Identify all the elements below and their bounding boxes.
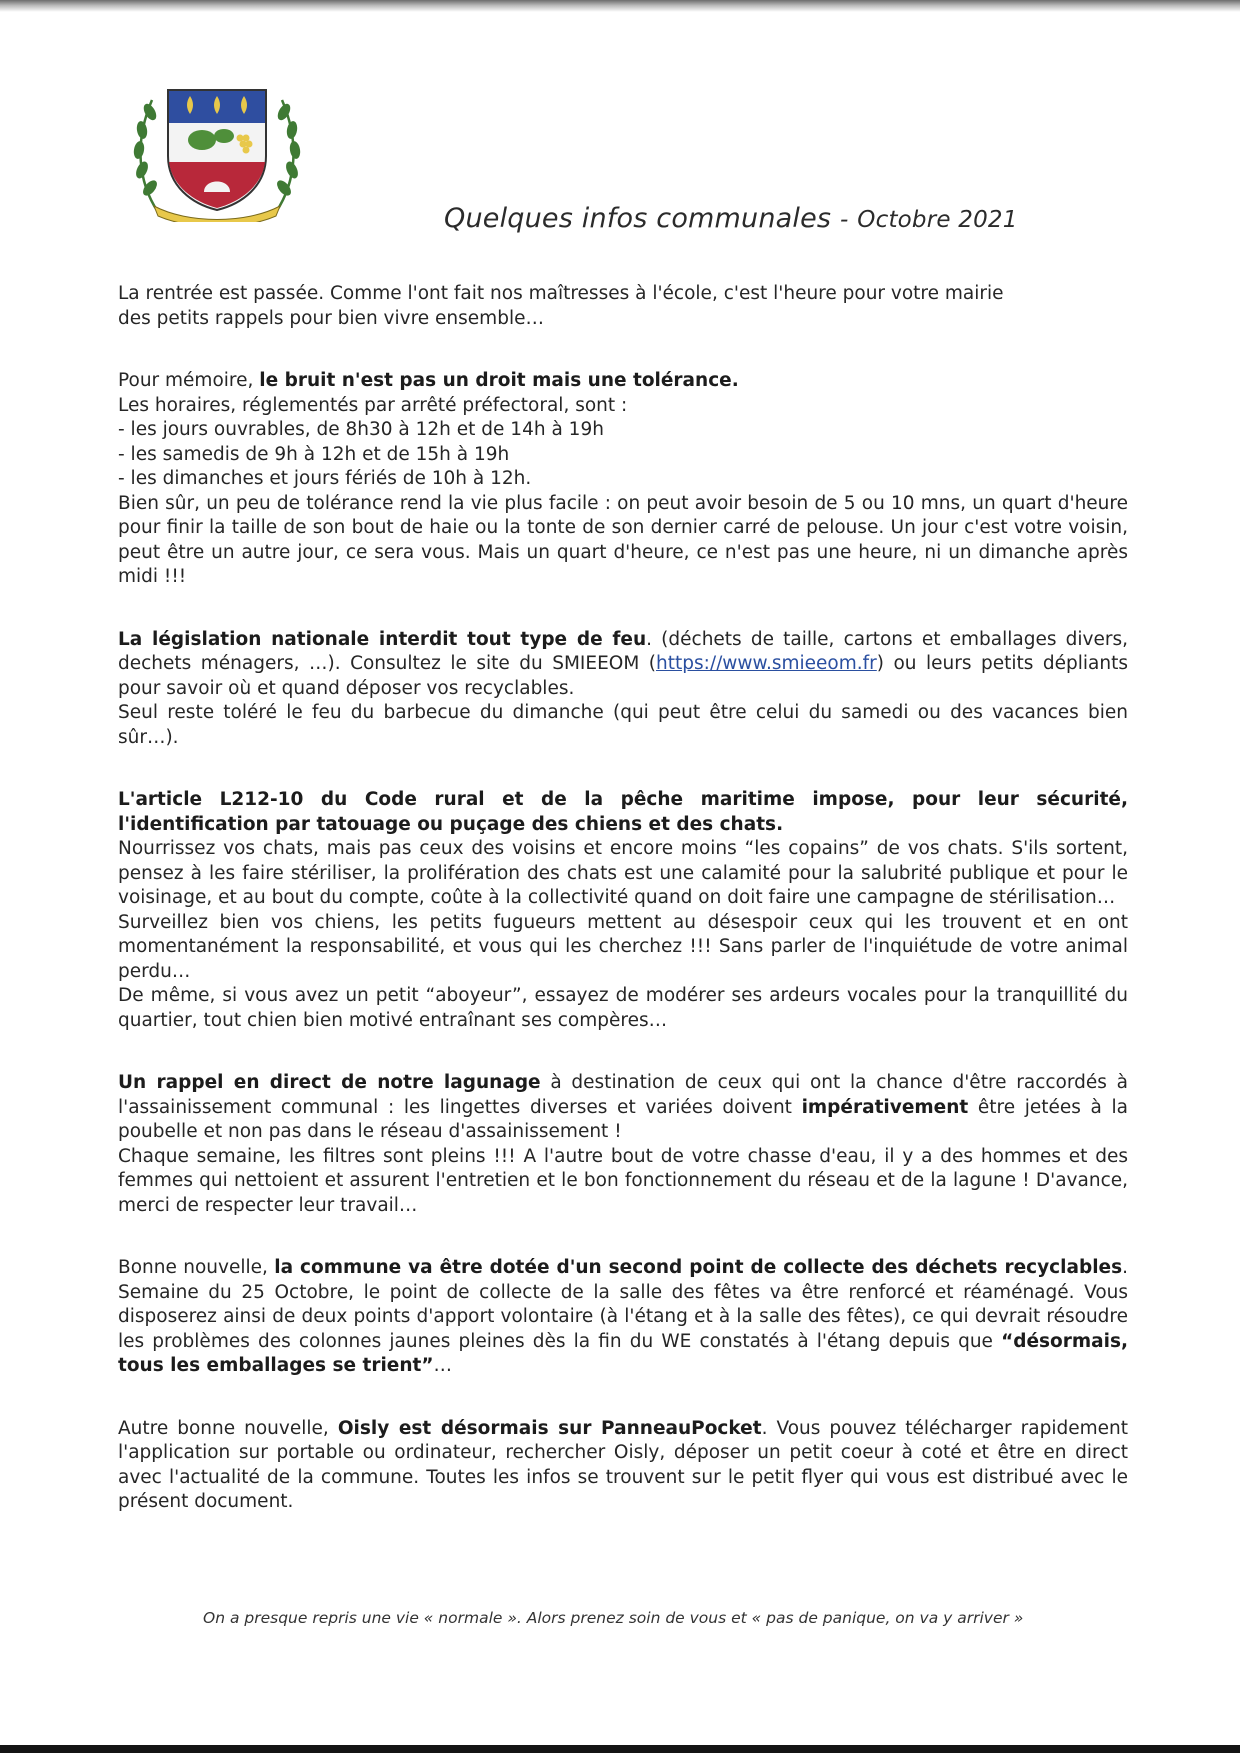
noise-hours-intro: Les horaires, réglementés par arrêté préfectoral, sont : bbox=[118, 394, 628, 416]
animals-bold: L'article L212-10 du Code rural et de la pêche maritime impose, pour leur sécurité, l'identification par tatouage ou puçage des chiens et des chats. bbox=[118, 789, 1128, 835]
intro-paragraph bbox=[118, 282, 1128, 331]
page-title bbox=[444, 203, 1144, 234]
lagoon-text-2: être jetées à la poubelle et non pas dans le réseau d'assainissement ! bbox=[118, 1096, 1128, 1142]
fire-bold: La législation nationale interdit tout type de feu bbox=[118, 628, 647, 650]
title-separator: - bbox=[840, 207, 849, 233]
lagoon-bold: Un rappel en direct de notre lagunage bbox=[118, 1072, 541, 1093]
noise-bold: le bruit n'est pas un droit mais une tolérance. bbox=[259, 370, 739, 391]
animals-barking: De même, si vous avez un petit “aboyeur”, essayez de modérer ses ardeurs vocales pour la tranquillité du quartier, tout chien bien motivé entraînant ses compères… bbox=[118, 985, 1128, 1031]
noise-lead: Pour mémoire, bbox=[118, 370, 260, 391]
lagoon-text: à destination de ceux qui ont la chance d'être raccordés à l'assainissement communal : les lingettes diverses et variées doivent bbox=[118, 1072, 1128, 1118]
commune-crest-logo bbox=[128, 82, 306, 222]
intro-line-1: La rentrée est passée. Comme l'ont fait nos maîtresses à l'école, c'est l'heure pour votre mairie bbox=[118, 283, 1004, 304]
recycling-lead: Bonne nouvelle, bbox=[118, 1257, 275, 1278]
recycling-text: . Semaine du 25 Octobre, le point de collecte de la salle des fêtes va être renforcé et réaménagé. Vous disposerez ainsi de deux points d'apport volontaire (à l'étang et à la salle des fêtes), ce qui devrait résoudre les problèmes des colonnes jaunes pleines dès la fin du WE constatés à l'étang depuis que bbox=[118, 1257, 1128, 1352]
noise-hours-sunday: - les dimanches et jours fériés de 10h à 12h. bbox=[118, 468, 532, 489]
title-date: Octobre 2021 bbox=[857, 207, 1018, 233]
panneau-paragraph bbox=[118, 1417, 1128, 1515]
recycling-tail: … bbox=[433, 1355, 453, 1376]
animals-dogs: Surveillez bien vos chiens, les petits fugueurs mettent au désespoir ceux qui les trouvent et en ont momentanément la responsabilité, et vous qui les cherchez !!! Sans parler de l'inquiétude de votre animal perdu… bbox=[118, 911, 1128, 982]
scan-edge-bottom bbox=[0, 1745, 1240, 1753]
fire-text-after: ) ou leurs petits dépliants pour savoir où et quand déposer vos recyclables. bbox=[118, 653, 1128, 699]
recycling-quote: “désormais, tous les emballages se trient” bbox=[118, 1330, 1128, 1376]
panneau-lead: Autre bonne nouvelle, bbox=[118, 1417, 338, 1439]
lagoon-paragraph bbox=[118, 1071, 1128, 1218]
laurel-left-icon bbox=[133, 100, 160, 212]
fire-barbecue: Seul reste toléré le feu du barbecue du dimanche (qui peut être celui du samedi ou des vacances bien sûr…). bbox=[118, 702, 1128, 748]
intro-line-2: des petits rappels pour bien vivre ensemble… bbox=[118, 307, 544, 329]
panneau-text: . Vous pouvez télécharger rapidement l'application sur portable ou ordinateur, rechercher Oisly, déposer un petit coeur à coté et être en direct avec l'actualité de la commune. Toutes les infos se trouvent sur le petit flyer qui vous est distribué avec le présent document. bbox=[118, 1417, 1128, 1512]
fire-paragraph bbox=[118, 628, 1128, 751]
noise-hours-saturday: - les samedis de 9h à 12h et de 15h à 19h bbox=[118, 443, 510, 465]
animals-paragraph bbox=[118, 788, 1128, 1033]
title-main: Quelques infos communales bbox=[444, 203, 832, 234]
noise-tolerance: Bien sûr, un peu de tolérance rend la vie plus facile : on peut avoir besoin de 5 ou 10 mns, un quart d'heure pour finir la taille de son bout de haie ou la tonte de son dernier carré de pelouse. Un jour c'est votre voisin, peut être un autre jour, ce sera vous. Mais un quart d'heure, ce n'est pas une heure, ni un dimanche après midi !!! bbox=[118, 492, 1128, 587]
panneau-bold: Oisly est désormais sur PanneauPocket bbox=[337, 1417, 762, 1439]
recycling-bold: la commune va être dotée d'un second point de collecte des déchets recyclables bbox=[274, 1257, 1123, 1278]
lagoon-filters: Chaque semaine, les filtres sont pleins !!! A l'autre bout de votre chasse d'eau, il y a des hommes et des femmes qui nettoient et assurent l'entretien et le bon fonctionnement du réseau et de la lagune ! D'avance, merci de respecter leur travail… bbox=[118, 1145, 1128, 1216]
lagoon-bold-imperative: impérativement bbox=[801, 1096, 969, 1118]
smieeom-link[interactable]: https://www.smieeom.fr bbox=[655, 653, 877, 674]
fire-text: . (déchets de taille, cartons et emballages divers, dechets ménagers, …). Consultez le site du SMIEEOM ( bbox=[118, 628, 1128, 674]
document-body bbox=[118, 282, 1128, 1515]
footer-note: On a presque repris une vie « normale ». Alors prenez soin de vous et « pas de panique, on va y arriver » bbox=[203, 1609, 1024, 1627]
animals-cats: Nourrissez vos chats, mais pas ceux des voisins et encore moins “les copains” de vos chats. S'ils sortent, pensez à les faire stériliser, la prolifération des chats est une calamité pour la salubrité publique et pour le voisinage, et au bout du compte, coûte à la collectivité quand on doit faire une campagne de stérilisation… bbox=[118, 838, 1128, 908]
recycling-paragraph bbox=[118, 1256, 1128, 1379]
shield-icon bbox=[168, 90, 266, 210]
scan-edge-top bbox=[0, 0, 1240, 12]
noise-hours-weekday: - les jours ouvrables, de 8h30 à 12h et de 14h à 19h bbox=[118, 419, 604, 440]
laurel-right-icon bbox=[274, 100, 301, 212]
noise-paragraph bbox=[118, 369, 1128, 590]
